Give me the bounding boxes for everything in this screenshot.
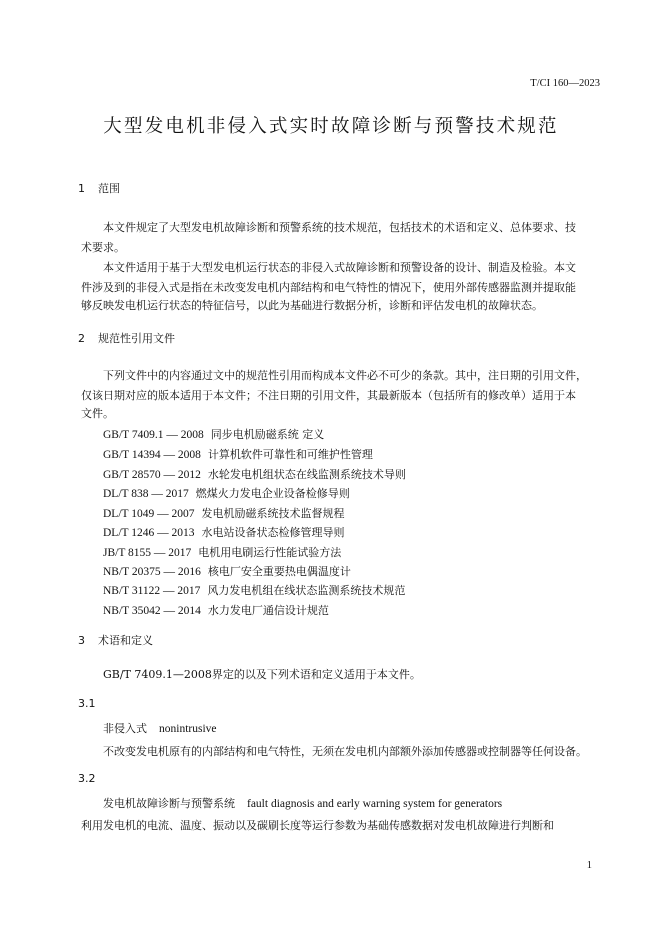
s1-p1-line1: 本文件规定了大型发电机故障诊断和预警系统的技术规范，包括技术的术语和定义、总体要求、技 [103, 221, 576, 234]
term-name [103, 795, 502, 811]
s3-intro: GB/T 7409.1—2008界定的以及下列术语和定义适用于本文件。 [103, 668, 421, 681]
term-name-zh: 发电机故障诊断与预警系统 [103, 797, 235, 810]
s1-p2-line3: 够反映发电机运行状态的特征信号，以此为基础进行数据分析，诊断和评估发电机的故障状态。 [81, 299, 543, 312]
reference-title: 水力发电厂通信设计规范 [207, 604, 329, 617]
s2-p1-line2: 仅该日期对应的版本适用于本文件；不注日期的引用文件，其最新版本（包括所有的修改单）适用于本 [81, 389, 576, 402]
reference-item [103, 524, 344, 540]
s1-p1-line2: 术要求。 [81, 241, 125, 254]
term-name [103, 720, 217, 736]
reference-code: GB/T 28570 — 2012 [103, 469, 201, 481]
section-title: 术语和定义 [98, 634, 153, 647]
page-number: 1 [586, 860, 592, 871]
reference-code: JB/T 8155 — 2017 [103, 547, 192, 559]
reference-item [103, 544, 341, 560]
reference-item [103, 505, 344, 521]
reference-item [103, 582, 405, 598]
section-number: 2 [78, 332, 85, 345]
s2-p1-line3: 文件。 [81, 407, 114, 420]
reference-title: 燃煤火力发电企业设备检修导则 [195, 487, 350, 500]
reference-item [103, 446, 373, 462]
section-number: 3 [78, 634, 85, 647]
section-number: 1 [78, 182, 85, 195]
reference-title: 计算机软件可靠性和可维护性管理 [207, 448, 373, 461]
reference-title: 水电站设备状态检修管理导则 [201, 526, 345, 539]
section-title: 规范性引用文件 [98, 332, 175, 345]
section-1-heading [78, 180, 120, 196]
s1-p2-line2: 件涉及到的非侵入式是指在未改变发电机内部结构和电气特性的情况下，使用外部传感器监测并提取能 [81, 281, 576, 294]
reference-code: NB/T 35042 — 2014 [103, 605, 201, 617]
reference-title: 风力发电机组在线状态监测系统技术规范 [207, 584, 406, 597]
reference-item [103, 466, 406, 482]
reference-title: 核电厂安全重要热电偶温度计 [207, 565, 351, 578]
reference-code: GB/T 7409.1 — 2008 [103, 429, 204, 441]
reference-item [103, 426, 324, 442]
s2-p1-line1: 下列文件中的内容通过文中的规范性引用而构成本文件必不可少的条款。其中，注日期的引用文件， [103, 369, 587, 382]
term-name-en: nonintrusive [159, 723, 217, 735]
document-title: 大型发电机非侵入式实时故障诊断与预警技术规范 [103, 116, 559, 137]
section-title: 范围 [98, 182, 120, 195]
reference-code: NB/T 31122 — 2017 [103, 585, 201, 597]
reference-code: DL/T 838 — 2017 [103, 488, 189, 500]
term-number: 3.1 [78, 697, 96, 710]
section-3-heading [78, 632, 153, 648]
reference-title: 电机用电刷运行性能试验方法 [198, 546, 342, 559]
term-definition: 利用发电机的电流、温度、振动以及碳刷长度等运行参数为基础传感数据对发电机故障进行判断和 [81, 819, 554, 832]
reference-code: DL/T 1246 — 2013 [103, 527, 195, 539]
reference-code: DL/T 1049 — 2007 [103, 508, 195, 520]
reference-title: 同步电机励磁系统 定义 [210, 428, 325, 441]
term-number: 3.2 [78, 772, 96, 785]
document-code: T/CI 160—2023 [530, 78, 600, 89]
term-definition: 不改变发电机原有的内部结构和电气特性，无须在发电机内部额外添加传感器或控制器等任何设备。 [103, 745, 587, 758]
reference-item [103, 602, 329, 618]
reference-code: NB/T 20375 — 2016 [103, 566, 201, 578]
reference-item [103, 485, 350, 501]
reference-code: GB/T 14394 — 2008 [103, 449, 201, 461]
reference-item [103, 563, 351, 579]
s1-p2-line1: 本文件适用于基于大型发电机运行状态的非侵入式故障诊断和预警设备的设计、制造及检验。本文 [103, 261, 576, 274]
reference-title: 发电机励磁系统技术监督规程 [201, 507, 345, 520]
reference-title: 水轮发电机组状态在线监测系统技术导则 [207, 468, 406, 481]
term-name-zh: 非侵入式 [103, 722, 147, 735]
section-2-heading [78, 330, 175, 346]
term-name-en: fault diagnosis and early warning system for generators [247, 798, 503, 810]
